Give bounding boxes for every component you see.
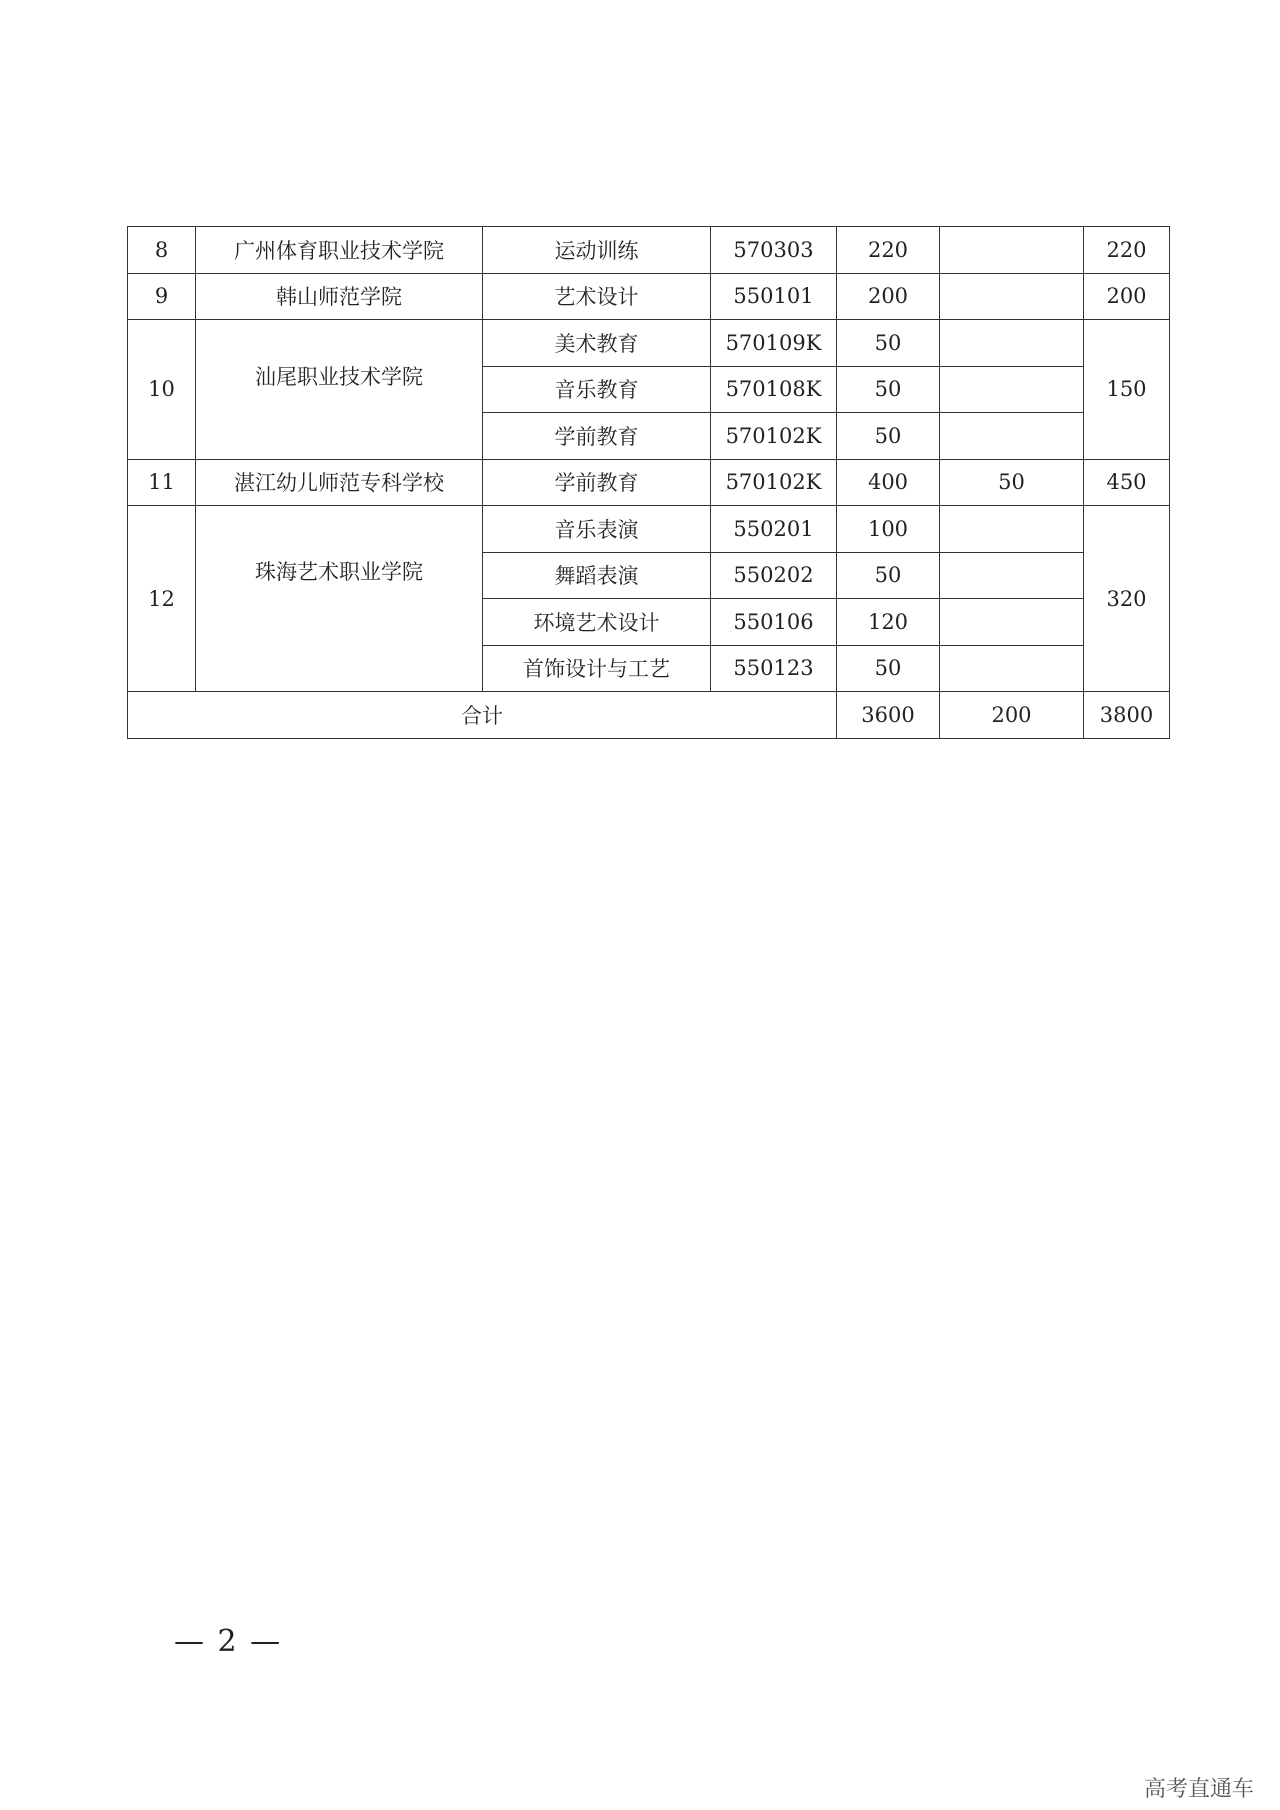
major-name: 美术教育	[483, 320, 711, 367]
major-code: 570109K	[711, 320, 837, 367]
table-row	[128, 273, 1170, 320]
plan-count: 100	[837, 506, 940, 553]
plan-count: 120	[837, 599, 940, 646]
total-row	[128, 692, 1170, 739]
plan-count: 50	[837, 413, 940, 460]
major-name: 舞蹈表演	[483, 552, 711, 599]
total-plan: 3600	[837, 692, 940, 739]
table-row	[128, 227, 1170, 274]
major-code: 550202	[711, 552, 837, 599]
table-row	[128, 320, 1170, 367]
school-total: 320	[1084, 506, 1170, 692]
school-name: 湛江幼儿师范专科学校	[196, 459, 483, 506]
extra-count	[940, 413, 1084, 460]
table-row	[128, 459, 1170, 506]
major-code: 570102K	[711, 459, 837, 506]
school-total: 450	[1084, 459, 1170, 506]
major-name: 运动训练	[483, 227, 711, 274]
plan-count: 200	[837, 273, 940, 320]
page-number: — 2 —	[174, 1624, 283, 1659]
school-name: 韩山师范学院	[196, 273, 483, 320]
plan-count: 50	[837, 552, 940, 599]
major-code: 550201	[711, 506, 837, 553]
watermark: 高考直通车	[1143, 1777, 1254, 1802]
total-label: 合计	[128, 692, 837, 739]
plan-count: 50	[837, 366, 940, 413]
major-name: 环境艺术设计	[483, 599, 711, 646]
extra-count	[940, 227, 1084, 274]
row-number: 9	[128, 273, 196, 320]
plan-count: 400	[837, 459, 940, 506]
extra-count	[940, 645, 1084, 692]
extra-count	[940, 552, 1084, 599]
total-extra: 200	[940, 692, 1084, 739]
major-name: 学前教育	[483, 413, 711, 460]
plan-count: 50	[837, 645, 940, 692]
extra-count	[940, 599, 1084, 646]
grand-total: 3800	[1084, 692, 1170, 739]
school-total: 150	[1084, 320, 1170, 460]
major-code: 550101	[711, 273, 837, 320]
plan-count: 220	[837, 227, 940, 274]
row-number: 10	[128, 320, 196, 460]
major-name: 首饰设计与工艺	[483, 645, 711, 692]
major-name: 音乐表演	[483, 506, 711, 553]
extra-count	[940, 320, 1084, 367]
plan-count: 50	[837, 320, 940, 367]
major-code: 550123	[711, 645, 837, 692]
extra-count	[940, 273, 1084, 320]
major-code: 570102K	[711, 413, 837, 460]
major-name: 音乐教育	[483, 366, 711, 413]
row-number: 8	[128, 227, 196, 274]
extra-count: 50	[940, 459, 1084, 506]
school-name: 广州体育职业技术学院	[196, 227, 483, 274]
row-number: 12	[128, 506, 196, 692]
row-number: 11	[128, 459, 196, 506]
major-name: 学前教育	[483, 459, 711, 506]
extra-count	[940, 366, 1084, 413]
major-code: 570108K	[711, 366, 837, 413]
school-name: 珠海艺术职业学院	[196, 506, 483, 692]
major-code: 570303	[711, 227, 837, 274]
school-name: 汕尾职业技术学院	[196, 320, 483, 460]
enrollment-table	[127, 226, 1170, 739]
school-total: 220	[1084, 227, 1170, 274]
school-total: 200	[1084, 273, 1170, 320]
extra-count	[940, 506, 1084, 553]
major-code: 550106	[711, 599, 837, 646]
major-name: 艺术设计	[483, 273, 711, 320]
table-row	[128, 506, 1170, 553]
